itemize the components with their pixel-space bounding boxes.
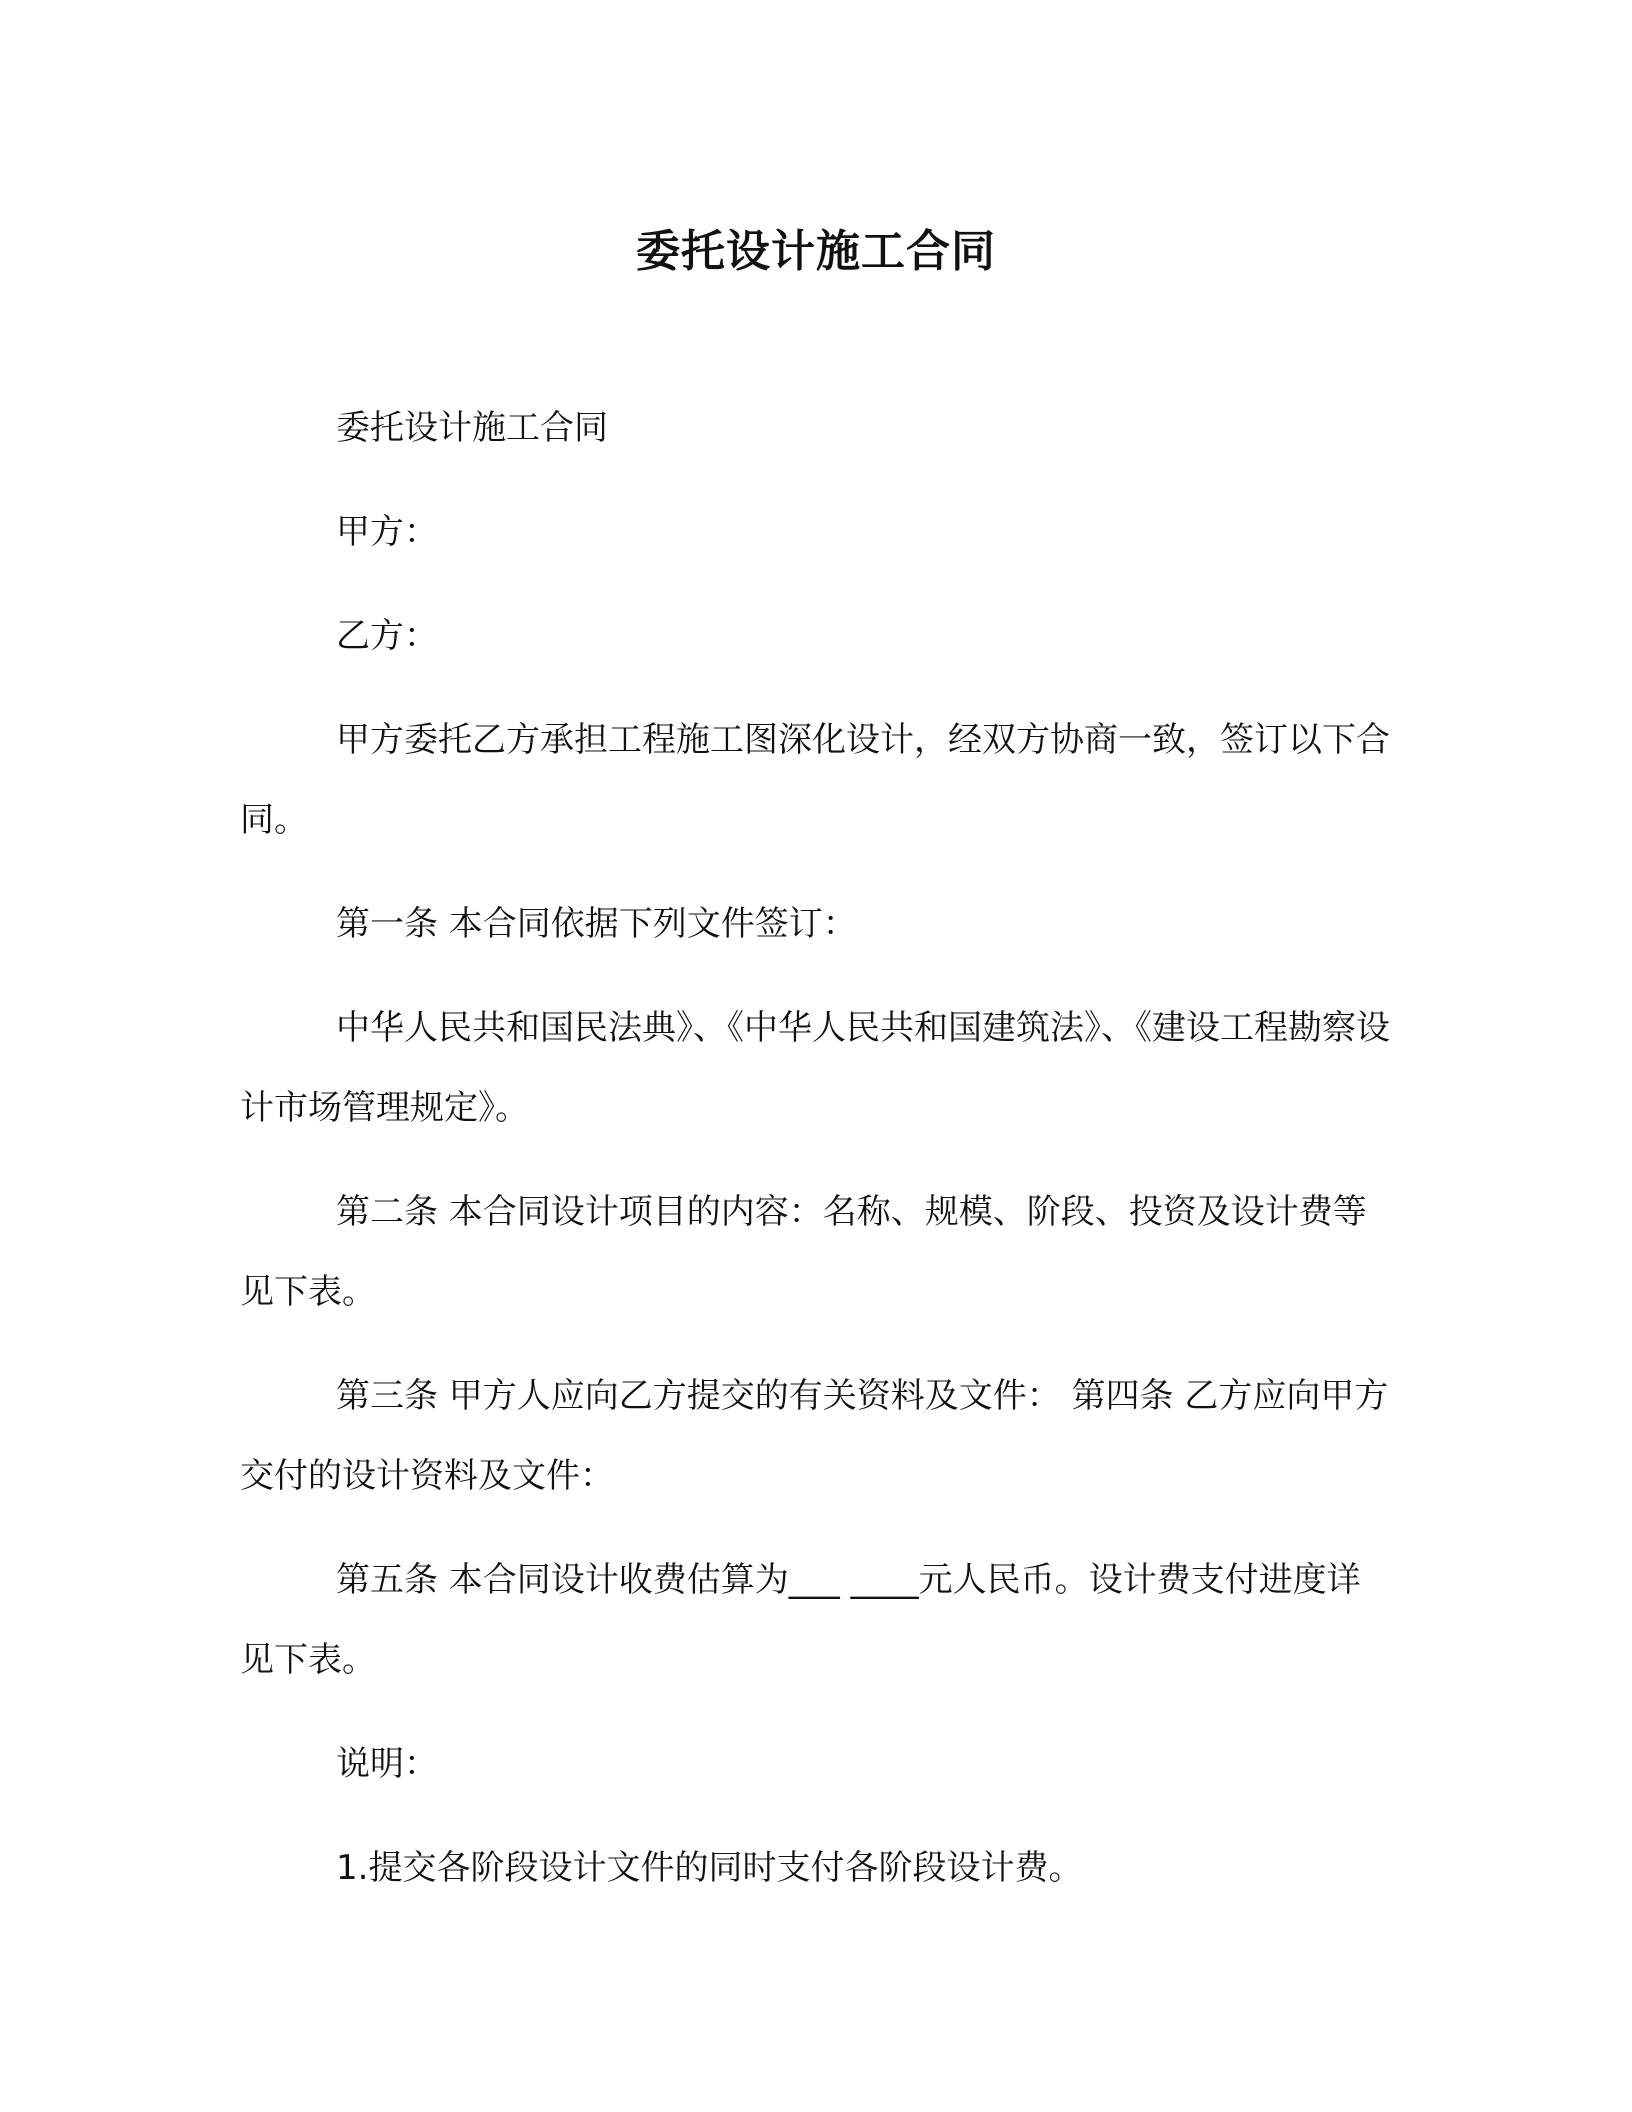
paragraph-article-5: 第五条 本合同设计收费估算为___ ____元人民币。设计费支付进度详见下表。: [240, 1560, 1361, 1680]
paragraph-note-1: 1.提交各阶段设计文件的同时支付各阶段设计费。: [336, 1848, 1083, 1888]
paragraph-party-a: 甲方：: [336, 512, 438, 552]
paragraph-article-2: 第二条 本合同设计项目的内容：名称、规模、阶段、投资及设计费等见下表。: [240, 1192, 1367, 1312]
paragraph-intro: 甲方委托乙方承担工程施工图深化设计，经双方协商一致，签订以下合同。: [240, 720, 1390, 840]
document-title: 委托设计施工合同: [636, 226, 996, 277]
paragraph-heading: 委托设计施工合同: [336, 408, 608, 448]
paragraph-laws: 中华人民共和国民法典》、《中华人民共和国建筑法》、《建设工程勘察设计市场管理规定》。: [240, 1008, 1390, 1128]
document-body: [240, 388, 1390, 1932]
paragraph-article-1: 第一条 本合同依据下列文件签订：: [336, 904, 857, 944]
paragraph-article-3-4: 第三条 甲方人应向乙方提交的有关资料及文件： 第四条 乙方应向甲方交付的设计资料及文件：: [240, 1376, 1389, 1496]
paragraph-note-label: 说明：: [336, 1744, 438, 1784]
paragraph-party-b: 乙方：: [336, 616, 438, 656]
